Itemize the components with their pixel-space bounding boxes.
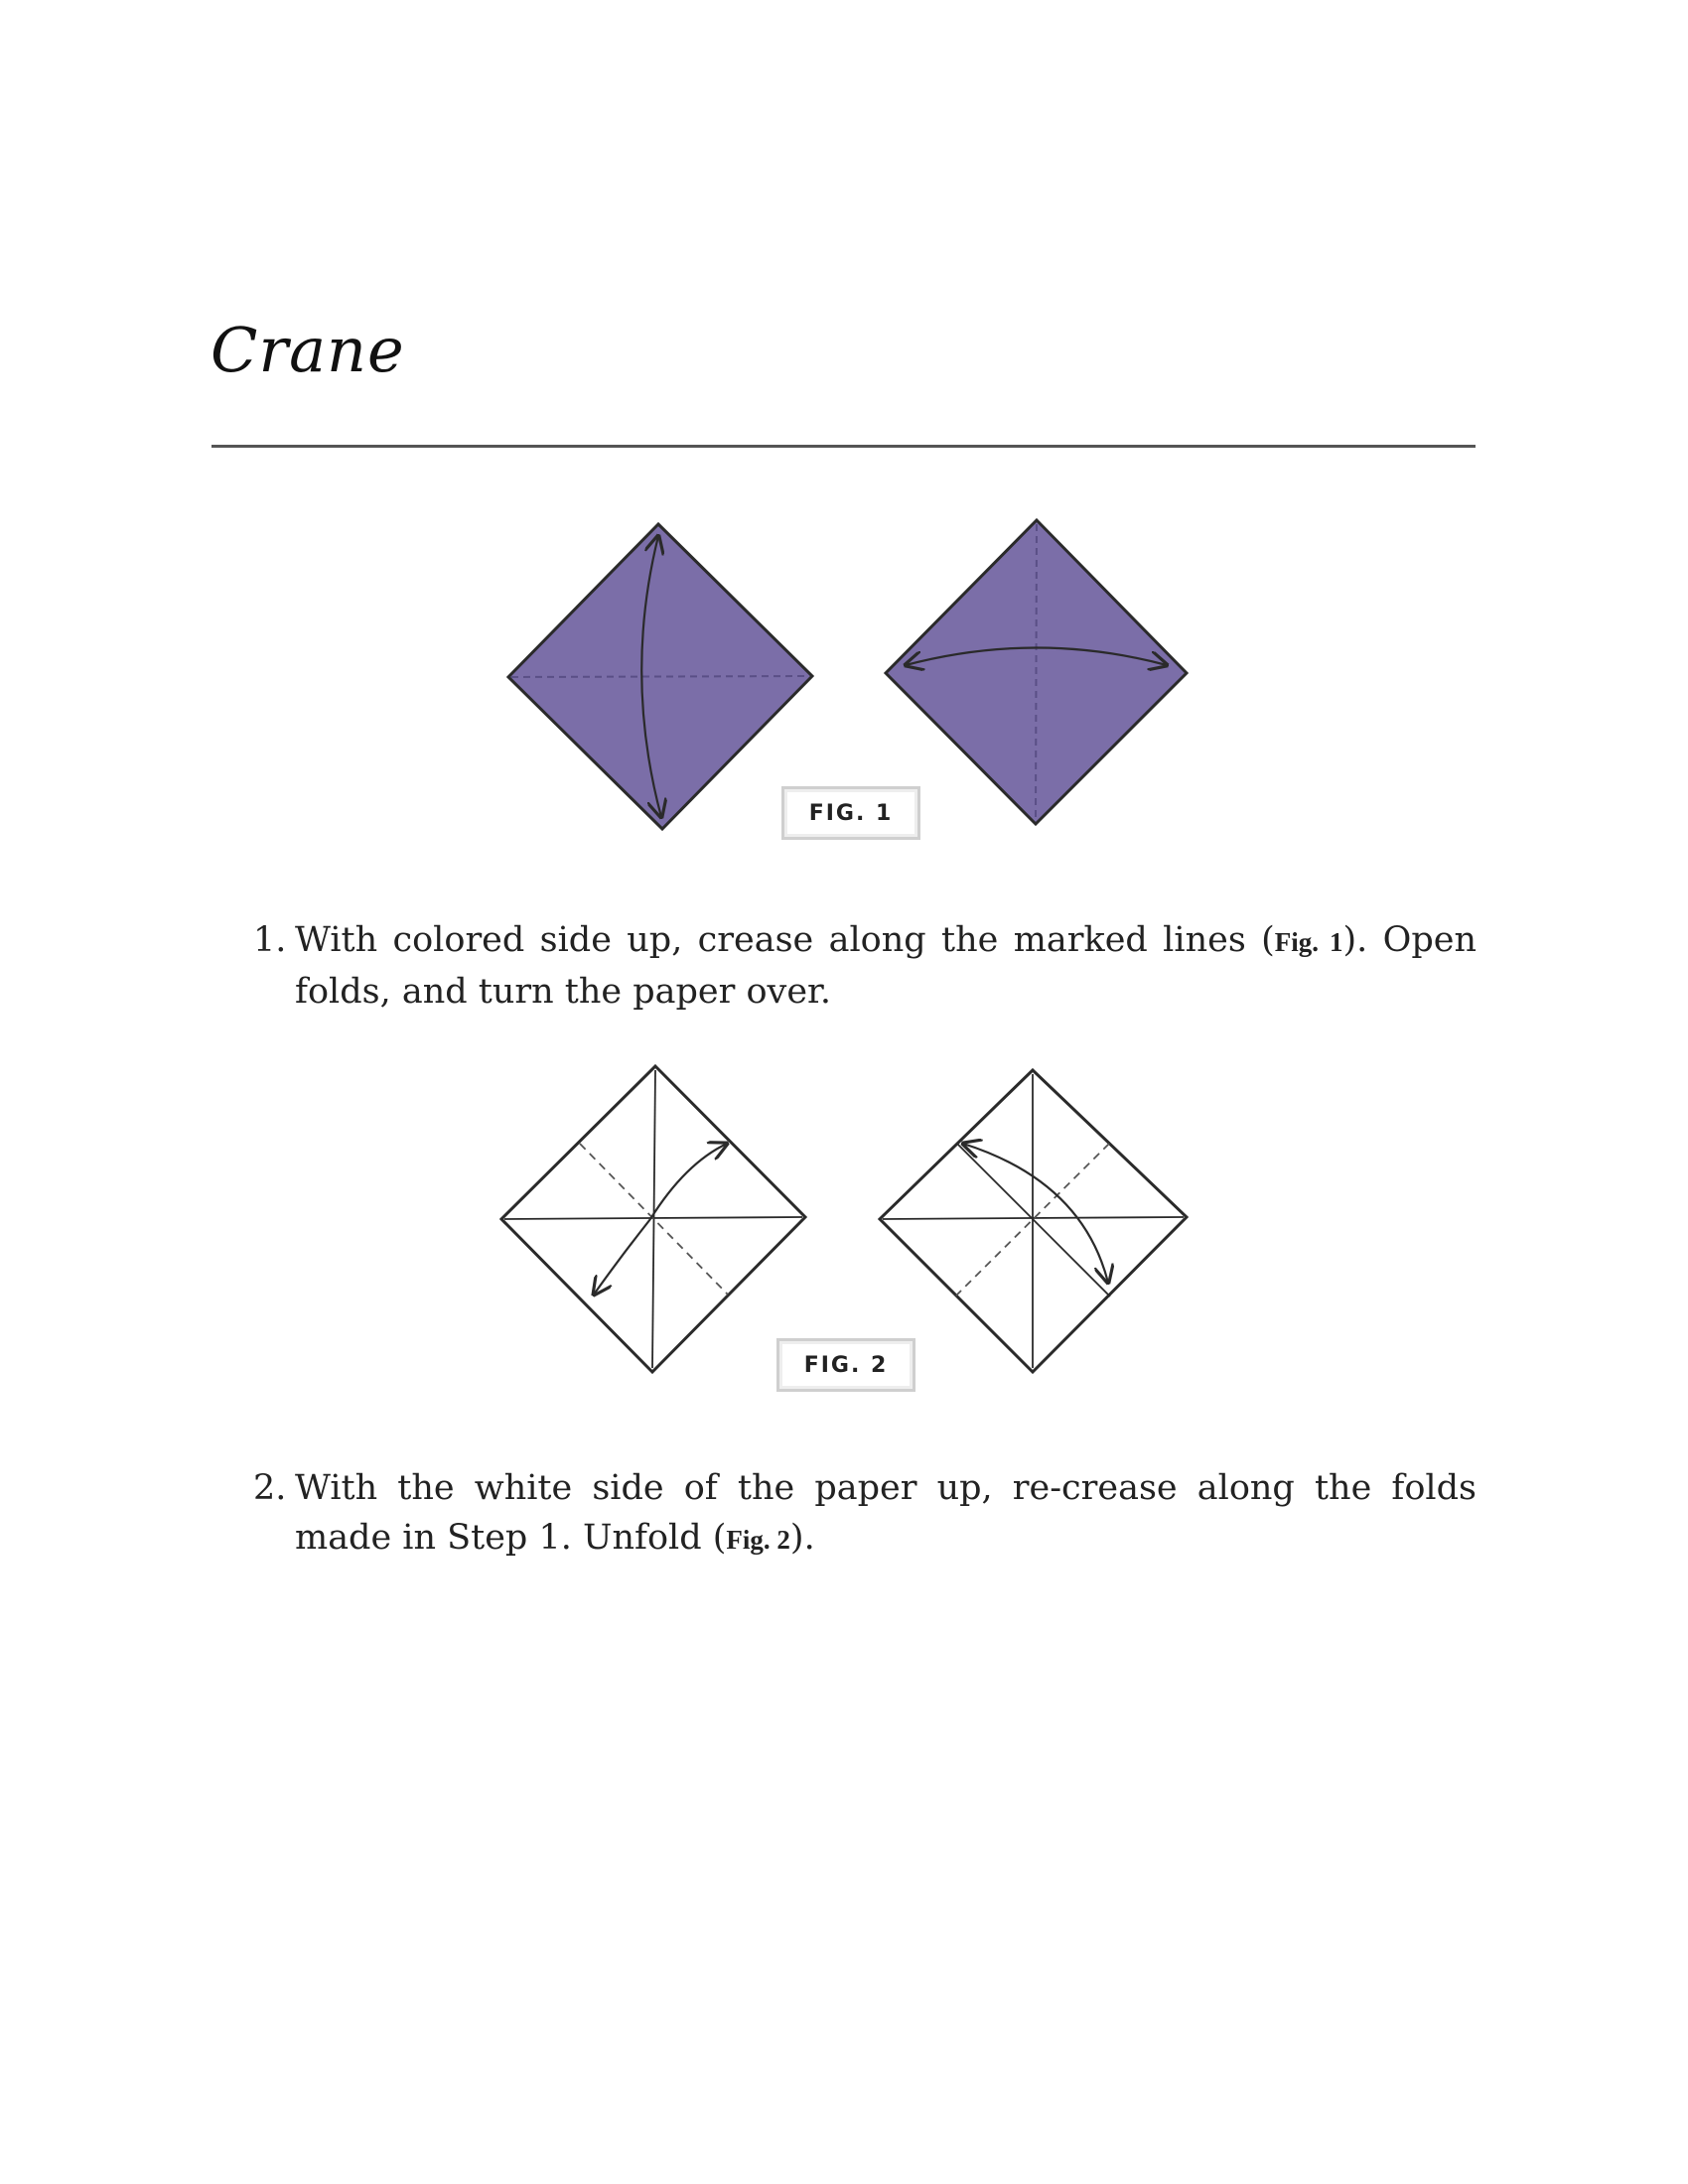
step-1-number: 1. <box>253 920 287 960</box>
figure-1 <box>0 506 1688 864</box>
step-1-fig-ref: Fig. 1 <box>1274 927 1343 957</box>
page-title: Crane <box>211 314 405 386</box>
figure-1-label: FIG. 1 <box>781 786 920 840</box>
figure-2 <box>0 1052 1688 1410</box>
step-1-text: With colored side up, crease along the marked lines (Fig. 1). Open folds, and turn the paper over. <box>295 920 1477 1012</box>
step-2-text: With the white side of the paper up, re-crease along the folds made in Step 1. Unfold (Fig. 2). <box>295 1468 1477 1558</box>
title-divider <box>211 445 1476 448</box>
step-2-fig-ref: Fig. 2 <box>726 1525 790 1555</box>
colored-square-right <box>886 520 1187 824</box>
white-square-right <box>880 1070 1187 1372</box>
step-1 <box>253 915 1477 1017</box>
step-2-number: 2. <box>253 1468 287 1508</box>
white-square-left <box>501 1066 805 1372</box>
step-2 <box>253 1463 1477 1565</box>
colored-square-left <box>508 524 812 829</box>
figure-2-label: FIG. 2 <box>776 1338 915 1392</box>
